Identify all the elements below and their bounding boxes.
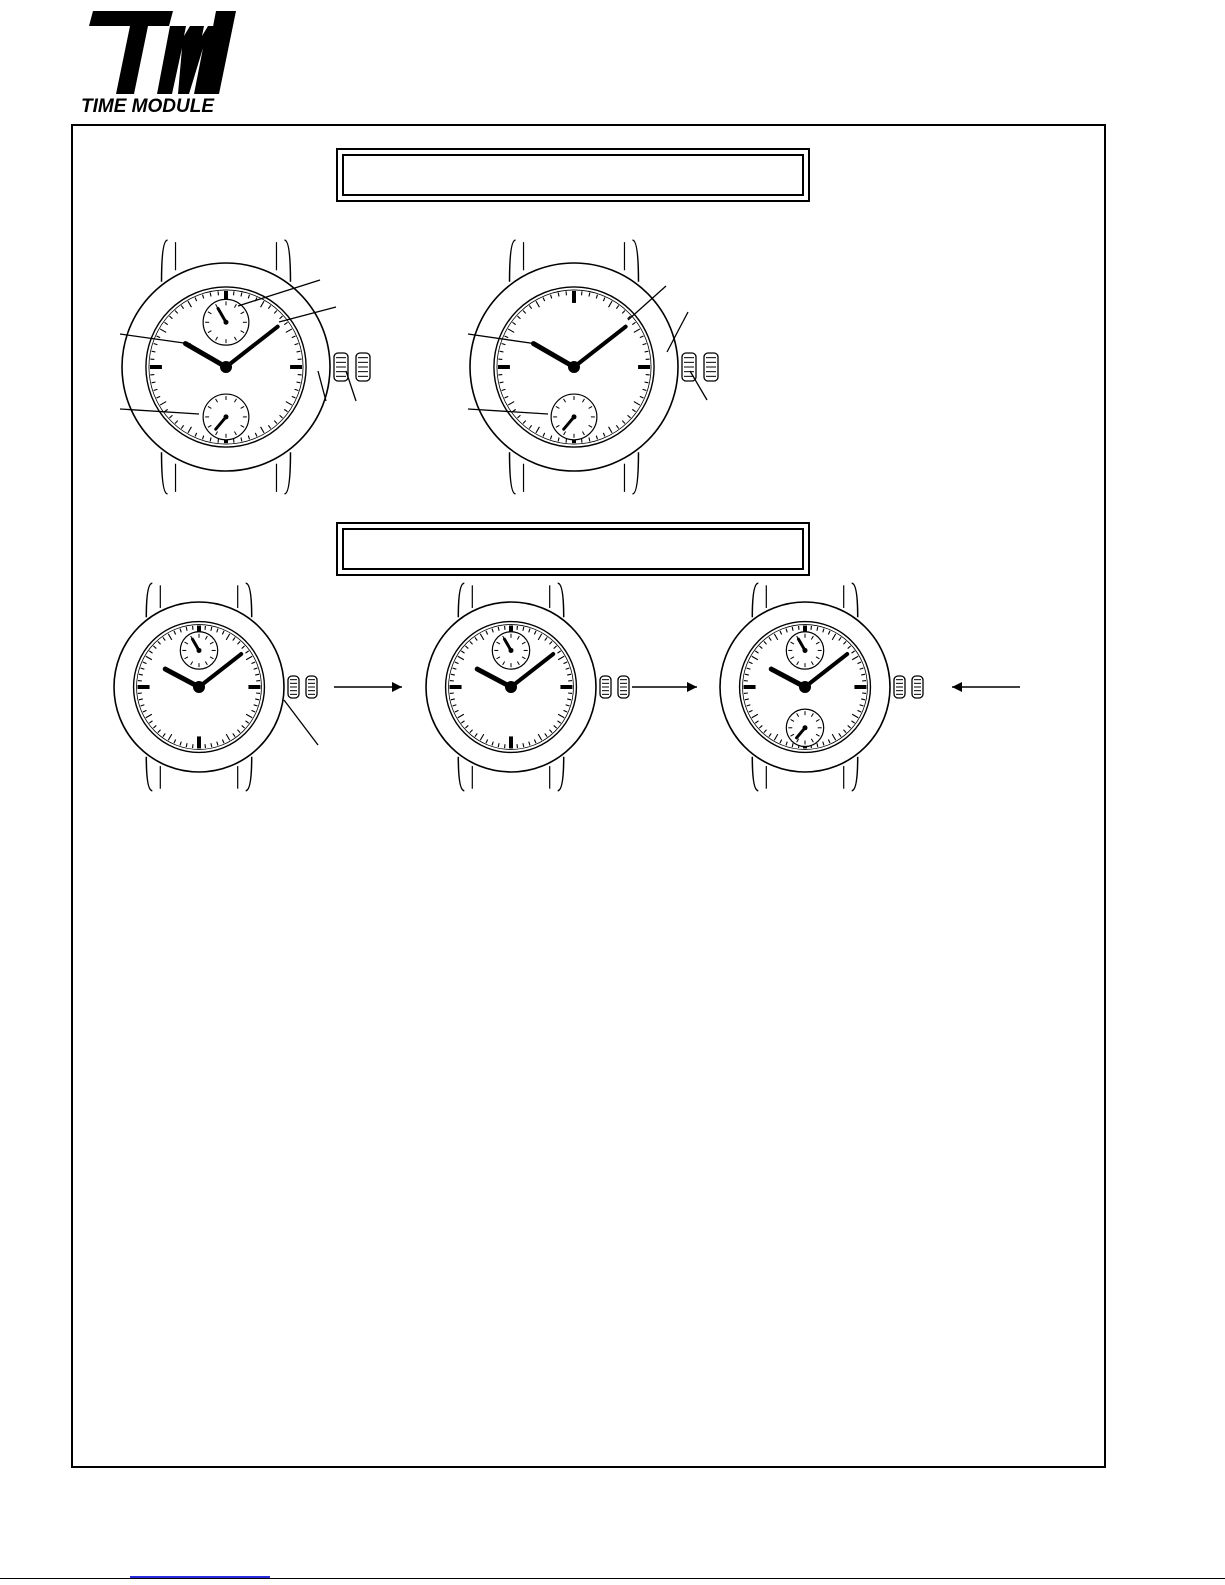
watch-step-1: [114, 583, 317, 790]
footer-link-underline: [130, 1576, 270, 1578]
watch-diagram-b: [470, 240, 718, 494]
watch-step-2: [426, 583, 629, 790]
watch-figure-layer: [114, 240, 1020, 791]
leader-line: [284, 700, 318, 745]
watch-lug: [632, 240, 638, 282]
watch-lug: [284, 452, 290, 494]
arrow-step-2-head: [687, 682, 697, 692]
logo-wordmark: TIME MODULE: [81, 96, 214, 116]
center-pin: [568, 361, 580, 373]
arrow-push-in-head: [952, 682, 962, 692]
watch-lug: [510, 240, 516, 282]
sub-dial-pin: [803, 648, 808, 653]
watch-lug: [852, 583, 858, 617]
watch-diagram-a: [122, 240, 370, 494]
watch-lug: [284, 240, 290, 282]
center-pin: [799, 681, 811, 693]
arrow-step-1-head: [392, 682, 402, 692]
watch-lug: [458, 757, 464, 791]
sub-dial-pin: [803, 725, 808, 730]
watch-lug: [246, 583, 252, 617]
watch-lug: [632, 452, 638, 494]
watch-lug: [146, 757, 152, 791]
watch-lug: [752, 583, 758, 617]
watch-lug: [162, 452, 168, 494]
sub-dial-pin: [509, 648, 514, 653]
watch-lug: [246, 757, 252, 791]
sub-dial-pin: [197, 648, 202, 653]
watch-step-3: [720, 583, 923, 790]
watch-lug: [162, 240, 168, 282]
watch-lug: [510, 452, 516, 494]
watch-lug: [558, 757, 564, 791]
footer-rule: [0, 1578, 1225, 1579]
watch-lug: [852, 757, 858, 791]
watch-lug: [752, 757, 758, 791]
leader-line: [346, 371, 356, 401]
center-pin: [505, 681, 517, 693]
center-pin: [220, 361, 232, 373]
sub-dial-pin: [572, 414, 577, 419]
center-pin: [193, 681, 205, 693]
watch-lug: [458, 583, 464, 617]
watch-lug: [146, 583, 152, 617]
sub-dial-pin: [224, 414, 229, 419]
sub-dial-pin: [224, 320, 229, 325]
watch-lug: [558, 583, 564, 617]
